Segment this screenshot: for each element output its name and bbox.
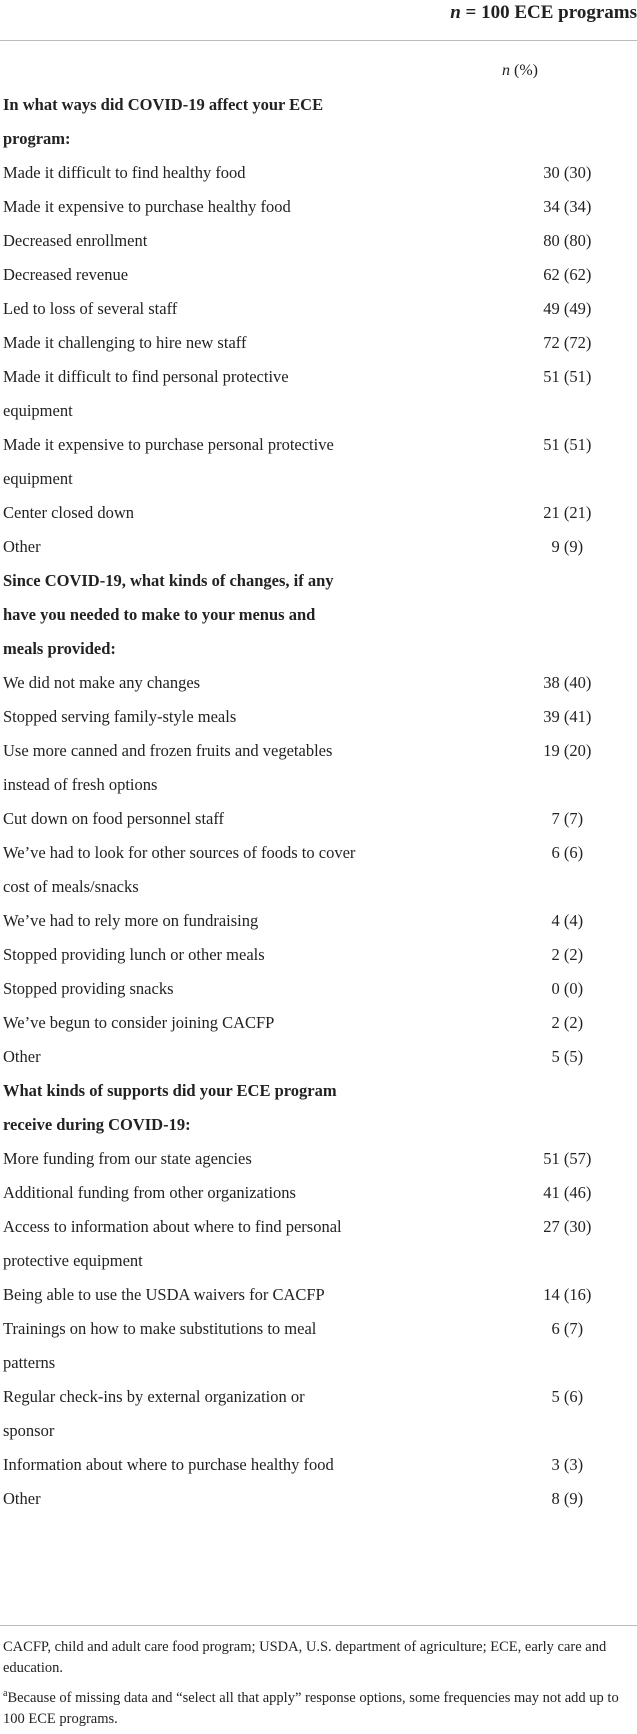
row-value: 21 (21) [543, 503, 592, 522]
table-row [3, 1448, 637, 1482]
footnotes [3, 1637, 633, 1734]
row-value: 0 (0) [551, 979, 584, 998]
data-table [3, 88, 637, 1516]
row-value: 14 (16) [543, 1285, 592, 1304]
row-label: Made it expensive to purchase healthy food [3, 197, 291, 216]
table-row [3, 1040, 637, 1074]
row-value: 9 (9) [551, 537, 584, 556]
row-label: Use more canned and frozen fruits and vegetables instead of fresh options [3, 741, 333, 794]
row-label: Center closed down [3, 503, 135, 522]
row-label: Made it expensive to purchase personal protective equipment [3, 435, 334, 488]
row-label: Additional funding from other organizations [3, 1183, 296, 1202]
row-label: Information about where to purchase healthy food [3, 1455, 334, 1474]
table-row [3, 496, 637, 530]
table-row [3, 1210, 637, 1278]
table-row [3, 190, 637, 224]
row-label: We’ve had to look for other sources of foods to cover cost of meals/snacks [3, 843, 356, 896]
table-row [3, 1006, 637, 1040]
column-header [470, 62, 570, 80]
header-n: n [450, 2, 461, 23]
row-value: 62 (62) [543, 265, 592, 284]
row-label: We did not make any changes [3, 673, 201, 692]
row-label: Other [3, 1047, 41, 1066]
row-label: What kinds of supports did your ECE program receive during COVID-19: [3, 1081, 337, 1134]
colhead-n: n [502, 62, 510, 79]
row-value: 27 (30) [543, 1217, 592, 1236]
row-label: Stopped providing lunch or other meals [3, 945, 265, 964]
header-text: = 100 ECE programs [460, 2, 637, 23]
table-row [3, 1278, 637, 1312]
row-label: Cut down on food personnel staff [3, 809, 225, 828]
table-row [3, 836, 637, 904]
row-value: 4 (4) [551, 911, 584, 930]
row-value: 6 (7) [551, 1319, 584, 1338]
row-value: 41 (46) [543, 1183, 592, 1202]
row-value: 72 (72) [543, 333, 592, 352]
table-row [3, 428, 637, 496]
row-value: 39 (41) [543, 707, 592, 726]
table-row [3, 224, 637, 258]
row-label: Decreased enrollment [3, 231, 148, 250]
row-value: 6 (6) [551, 843, 584, 862]
table-row [3, 1482, 637, 1516]
bottom-rule [0, 1625, 637, 1626]
colhead-rest: (%) [510, 62, 538, 79]
table-row [3, 360, 637, 428]
table-row [3, 734, 637, 802]
row-value: 2 (2) [551, 945, 584, 964]
row-label: Since COVID-19, what kinds of changes, if any have you needed to make to your menus and meals provided: [3, 571, 334, 658]
row-label: Made it challenging to hire new staff [3, 333, 247, 352]
table-row [3, 156, 637, 190]
row-label: Access to information about where to find personal protective equipment [3, 1217, 342, 1270]
top-rule [0, 40, 637, 41]
table-row [3, 666, 637, 700]
table-row [3, 1176, 637, 1210]
row-label: Stopped providing snacks [3, 979, 174, 998]
row-label: We’ve had to rely more on fundraising [3, 911, 259, 930]
table-row [3, 802, 637, 836]
row-value: 80 (80) [543, 231, 592, 250]
section-row [3, 88, 637, 156]
row-value: 8 (9) [551, 1489, 584, 1508]
footnote-a [3, 1683, 633, 1730]
table-header [0, 0, 637, 36]
row-label: In what ways did COVID-19 affect your ECE program: [3, 95, 324, 148]
table-row [3, 1142, 637, 1176]
row-value: 5 (6) [551, 1387, 584, 1406]
row-label: Made it difficult to find personal protective equipment [3, 367, 289, 420]
table-row [3, 1380, 637, 1448]
row-value: 30 (30) [543, 163, 592, 182]
row-value [366, 1074, 637, 1142]
row-value: 2 (2) [551, 1013, 584, 1032]
table-row [3, 700, 637, 734]
row-label: Decreased revenue [3, 265, 129, 284]
table-row [3, 292, 637, 326]
row-label: Led to loss of several staff [3, 299, 178, 318]
row-value [366, 88, 637, 156]
row-label: Regular check-ins by external organization or sponsor [3, 1387, 305, 1440]
table-row [3, 904, 637, 938]
row-label: Other [3, 537, 41, 556]
row-label: Stopped serving family-style meals [3, 707, 237, 726]
row-value: 51 (51) [543, 435, 592, 454]
row-label: Trainings on how to make substitutions to meal patterns [3, 1319, 317, 1372]
table-row [3, 326, 637, 360]
row-value: 7 (7) [551, 809, 584, 828]
row-value [366, 564, 637, 666]
row-label: Other [3, 1489, 41, 1508]
table-row [3, 1312, 637, 1380]
footnote-a-text: Because of missing data and “select all that apply” response options, some frequencies may not add up to 100 ECE programs. [3, 1689, 619, 1727]
table-row [3, 972, 637, 1006]
table-row [3, 258, 637, 292]
row-label: Being able to use the USDA waivers for CACFP [3, 1285, 325, 1304]
table-row [3, 938, 637, 972]
row-value: 34 (34) [543, 197, 592, 216]
row-value: 38 (40) [543, 673, 592, 692]
table-row [3, 530, 637, 564]
section-row [3, 1074, 637, 1142]
footnote-marker: a [3, 1688, 8, 1699]
row-value: 51 (51) [543, 367, 592, 386]
row-value: 19 (20) [543, 741, 592, 760]
row-label: Made it difficult to find healthy food [3, 163, 246, 182]
footnote-abbreviations: CACFP, child and adult care food program; USDA, U.S. department of agriculture; ECE, early care and education. [3, 1639, 607, 1676]
section-row [3, 564, 637, 666]
row-value: 5 (5) [551, 1047, 584, 1066]
row-value: 49 (49) [543, 299, 592, 318]
row-value: 3 (3) [551, 1455, 584, 1474]
row-value: 51 (57) [543, 1149, 592, 1168]
row-label: More funding from our state agencies [3, 1149, 252, 1168]
row-label: We’ve begun to consider joining CACFP [3, 1013, 275, 1032]
